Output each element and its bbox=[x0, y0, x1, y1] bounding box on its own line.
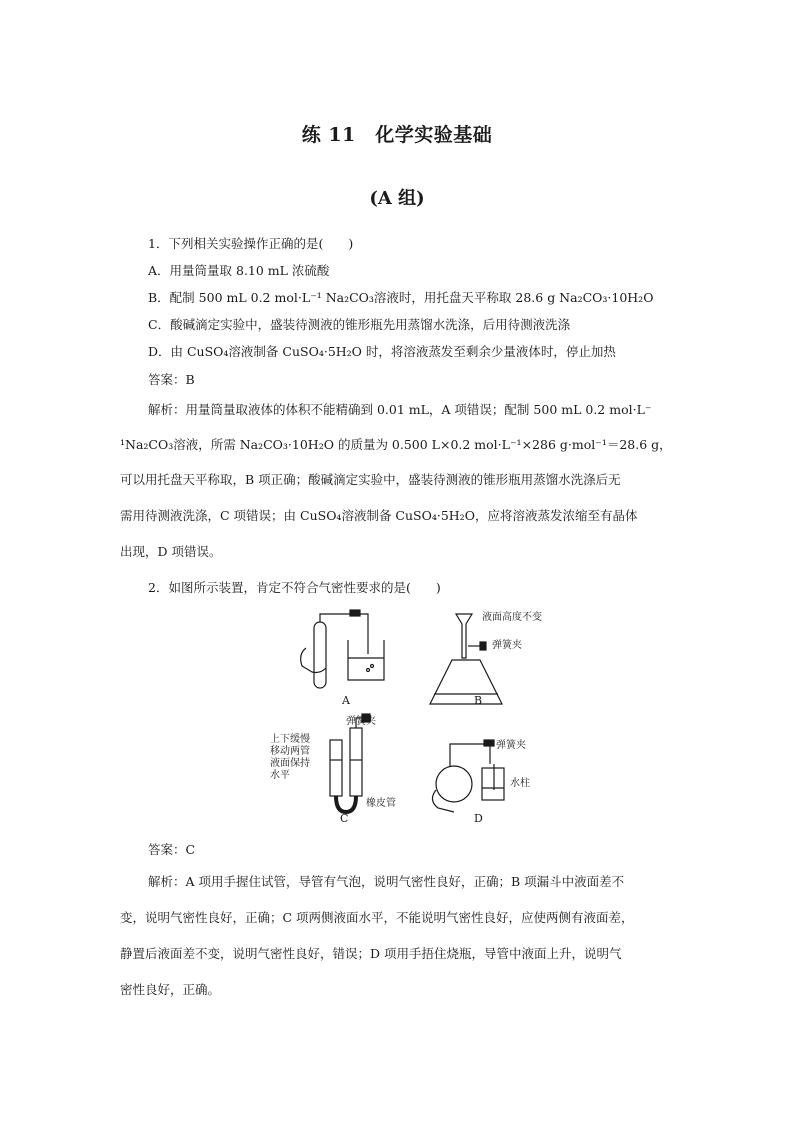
q2-stem: 2．如图所示装置，肯定不符合气密性要求的是( ) bbox=[148, 580, 441, 595]
q1-option-a: A．用量筒量取 8.10 mL 浓硫酸 bbox=[148, 263, 330, 278]
label-move-tubes: 上下缓慢 bbox=[270, 734, 310, 745]
q2-explanation-line: 密性良好，正确。 bbox=[120, 982, 221, 997]
q2-answer: 答案：C bbox=[148, 842, 196, 857]
q2-explanation-line: 解析：A 项用手握住试管，导管有气泡，说明气密性良好，正确；B 项漏斗中液面差不 bbox=[148, 874, 625, 889]
q1-stem: 1．下列相关实验操作正确的是( ) bbox=[148, 236, 354, 251]
label-move-tubes: 液面保持 bbox=[270, 758, 310, 769]
q1-explanation-line: 可以用托盘天平称取，B 项正确；酸碱滴定实验中，盛装待测液的锥形瓶用蒸馏水洗涤后无 bbox=[120, 472, 621, 487]
caption-a: A bbox=[342, 694, 350, 707]
apparatus-a bbox=[301, 610, 384, 688]
caption-c: C bbox=[340, 812, 349, 825]
caption-b: B bbox=[474, 694, 483, 707]
label-spring-clamp-b: 弹簧夹 bbox=[492, 640, 522, 651]
label-spring-clamp-d: 弹簧夹 bbox=[496, 740, 526, 751]
apparatus-c bbox=[330, 714, 370, 812]
label-move-tubes: 水平 bbox=[270, 770, 290, 781]
label-rubber-tube: 橡皮管 bbox=[366, 798, 396, 809]
page-title: 练 11 化学实验基础 bbox=[301, 124, 493, 146]
q2-explanation-line: 变，说明气密性良好，正确；C 项两侧液面水平，不能说明气密性良好，应使两侧有液面差， bbox=[120, 910, 634, 925]
q1-explanation-line: 需用待测液洗涤，C 项错误；由 CuSO₄溶液制备 CuSO₄·5H₂O，应将溶液蒸发浓缩至有晶体 bbox=[120, 508, 638, 523]
apparatus-diagram bbox=[270, 600, 570, 830]
q1-explanation-line: 解析：用量筒量取液体的体积不能精确到 0.01 mL，A 项错误；配制 500 mL 0.2 mol·L⁻ bbox=[148, 402, 652, 417]
apparatus-figure bbox=[270, 600, 570, 830]
group-heading: (A 组) bbox=[369, 188, 425, 209]
q1-explanation-line: 出现，D 项错误。 bbox=[120, 544, 222, 559]
q1-option-c: C．酸碱滴定实验中，盛装待测液的锥形瓶先用蒸馏水洗涤，后用待测液洗涤 bbox=[148, 317, 571, 332]
apparatus-d bbox=[432, 740, 504, 812]
q1-option-d: D．由 CuSO₄溶液制备 CuSO₄·5H₂O 时，将溶液蒸发至剩余少量液体时，停止加热 bbox=[148, 344, 616, 359]
apparatus-b bbox=[430, 614, 502, 704]
label-liquid-level: 液面高度不变 bbox=[482, 612, 542, 623]
q2-explanation-line: 静置后液面差不变，说明气密性良好，错误；D 项用手捂住烧瓶，导管中液面上升，说明气 bbox=[120, 946, 622, 961]
q1-option-b: B．配制 500 mL 0.2 mol·L⁻¹ Na₂CO₃溶液时，用托盘天平称取 28.6 g Na₂CO₃·10H₂O bbox=[148, 290, 654, 305]
label-water-column: 水柱 bbox=[510, 778, 530, 789]
caption-d: D bbox=[474, 812, 483, 825]
label-spring-clamp-c: 弹簧夹 bbox=[346, 716, 376, 727]
q1-answer: 答案：B bbox=[148, 372, 195, 387]
q1-explanation-line: ¹Na₂CO₃溶液，所需 Na₂CO₃·10H₂O 的质量为 0.500 L×0.2 mol·L⁻¹×286 g·mol⁻¹＝28.6 g， bbox=[120, 437, 672, 452]
label-move-tubes: 移动两管 bbox=[270, 746, 310, 757]
